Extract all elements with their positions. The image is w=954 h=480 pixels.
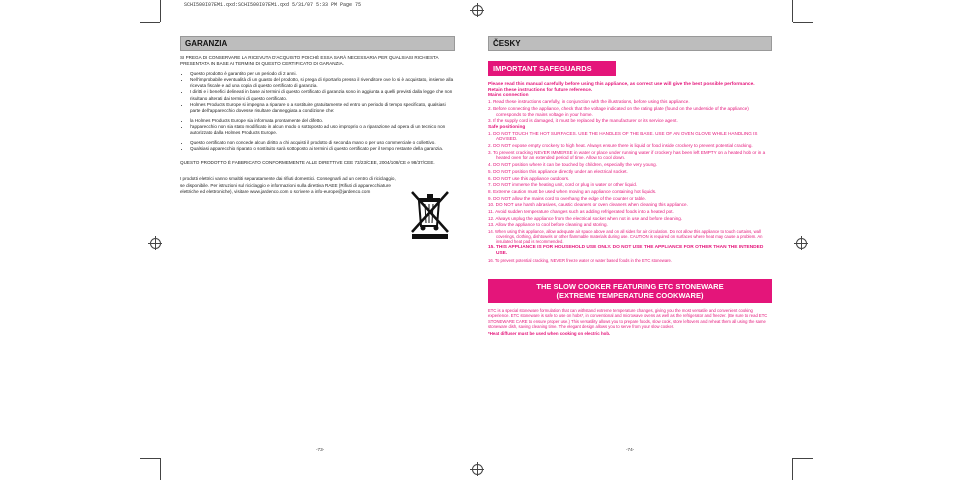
warranty-sub-bullets xyxy=(180,118,455,136)
list-item: • Questo prodotto è garantito per un periodo di 2 anni. xyxy=(190,71,455,77)
list-item: 3. To prevent cracking NEVER IMMERSE in water or place under running water if crockery has been left EMPTY on a heated hob or in a heated oven for an extended period of time. Allow to cool down. xyxy=(488,149,766,161)
list-item: • la Holmes Products Europe sia informata prontamente del difetto. xyxy=(190,118,455,124)
list-item: • Nell'improbabile eventualità di un guasto del prodotto, si prega di riportarlo presso il rivenditore ove lo si è acquistato, insieme alla ricevuta fiscale e ad una copia di questo certificato di garanzia. xyxy=(190,77,455,89)
list-item: 9. DO NOT allow the mains cord to overhang the edge of the counter or table. xyxy=(488,195,646,201)
list-item: 6. DO NOT use this appliance outdoors. xyxy=(488,175,570,181)
list-item: 14. When using this appliance, allow adequate air space above and on all sides for air circulation. Do not allow this appliance to touch curtains, wall coverings, clothing, dishtowels or other flammable materials during use. CAUTION is required on surfaces where heat may cause a problem. An insulated heat pad is recommended. xyxy=(488,229,763,245)
safe-heading: Safe positioning xyxy=(488,124,526,130)
left-page xyxy=(180,36,455,199)
crop-mark xyxy=(792,0,793,22)
warranty-title: GARANZIA xyxy=(180,36,455,51)
crop-mark xyxy=(793,458,813,459)
list-item: • I diritti e i benefici delineati in base ai termini di questo certificato di garanzia sono in aggiunta a quelli previsti dalla legge che non risultano alterati dai termini di questo certificato. xyxy=(190,89,455,101)
conformity-statement: QUESTO PRODOTTO È FABBRICATO CONFORMEMENTE ALLE DIRETTIVE CEE 73/23/CEE, 2004/108/CE e 98/37/CEE. xyxy=(180,160,435,166)
list-item: • l'apparecchio non sia stato modificato in alcun modo o sottoposto ad uso improprio o a riparazione ad opera di un tecnico non autorizzato dalla Holmes Products Europe. xyxy=(190,124,455,136)
list-item: 5. DO NOT position this appliance directly under an electrical socket. xyxy=(488,168,628,174)
list-item: 10. DO NOT use harsh abrasives, caustic cleaners or oven cleaners when cleaning this appliance. xyxy=(488,202,688,208)
list-item: 2. DO NOT expose empty crockery to high heat. Always ensure there is liquid or food inside crockery to prevent potential cracking. xyxy=(488,143,753,149)
list-item: 11. Avoid sudden temperature changes such as adding refrigerated foods into a heated pot. xyxy=(488,209,674,215)
weee-statement: I prodotti elettrici vanno smaltiti separatamente dai rifiuti domestici. Consegnarli ad un centro di riciclaggio, se disponibile. Per istruzioni sul riciclaggio e informazioni sulla direttiva RAEE (Rifiuti di apparecchiature elettriche ed elettroniche), visitare www.jardenco.com o scrivere a info-europe@jardenco.com xyxy=(180,176,396,194)
retain-notice: Retain these instructions for future reference. xyxy=(488,87,593,93)
right-page xyxy=(488,36,772,337)
list-item: 13. Allow the appliance to cool before cleaning and storing. xyxy=(488,222,608,228)
crop-mark xyxy=(792,458,793,480)
heat-diffuser-note: *Heat diffuser must be used when cooking on electric hob. xyxy=(488,331,611,337)
warranty-bullets-2 xyxy=(180,140,455,152)
slow-cooker-text: ETC is a special stoneware formulation that can withstand extreme temperature changes, giving you the most versatile and convenient cooking experience. ETC stoneware is safe to use on hobs*, in conventional and microwave ovens as well as the refrigerator and freezer. (Be sure to read ETC STONEWARE CARE to ensure proper use.) This versatility allows you to prepare foods, slow cook, store leftovers and reheat them all using the same stoneware dish, saving cleaning time. The elegant design allows you to serve from your slow cooker. xyxy=(488,308,768,329)
list-item: • Holmes Products Europe si impegna a riparare o a sostituire gratuitamente ed entro un periodo di tempo specificato, qualsiasi parte dell'apparecchio dovesse risultare danneggiata a condizione che: xyxy=(190,102,455,114)
registration-mark-top xyxy=(470,3,484,17)
safe-list xyxy=(488,131,772,264)
crop-mark xyxy=(793,22,813,23)
list-item: • Qualsiasi apparecchio riparato o sostituito sarà sottoposto ai termini di questo certificato per il tempo restante della garanzia. xyxy=(190,146,455,152)
safeguards-title: IMPORTANT SAFEGUARDS xyxy=(488,61,616,76)
crop-mark xyxy=(160,458,161,480)
registration-mark-left xyxy=(148,236,162,250)
list-item: 4. DO NOT position where it can be touched by children, especially the very young. xyxy=(488,162,657,168)
crop-mark xyxy=(160,0,161,22)
mains-list xyxy=(488,99,772,124)
warranty-bullets xyxy=(180,71,455,114)
crop-mark xyxy=(140,458,160,459)
list-item: • Questo certificato non concede alcun diritto a chi acquisti il prodotto di seconda mano o per uso commerciale o collettivo. xyxy=(190,140,455,146)
slow-cooker-title xyxy=(488,279,772,303)
list-item: 1. Read these instructions carefully, in conjunction with the illustrations, before using this appliance. xyxy=(488,99,690,105)
registration-mark-right xyxy=(794,236,808,250)
warranty-text xyxy=(180,55,455,195)
mains-heading: Mains connection xyxy=(488,93,529,99)
language-title: ČESKY xyxy=(488,36,772,51)
list-item: 1. DO NOT TOUCH THE HOT SURFACES. USE THE HANDLES OF THE BASE. USE OF AN OVEN GLOVE WHILE HANDLING IS ADVISED. xyxy=(488,130,758,142)
warranty-intro: SI PREGA DI CONSERVARE LA RICEVUTA D'ACQUISTO POICHÈ ESSA SARÀ NECESSARIA PER QUALSIASI RICHIESTA PRESENTATA IN BASE AI TERMINI DI QUESTO CERTIFICATO DI GARANZIA. xyxy=(180,55,439,67)
crop-mark xyxy=(140,22,160,23)
list-item: 3. If the supply cord is damaged, it must be replaced by the manufacturer or its service agent. xyxy=(488,118,678,124)
registration-mark-bottom xyxy=(470,462,484,476)
page-number-left: -73- xyxy=(316,447,325,452)
read-notice: Please read this manual carefully before using this appliance, as correct use will give the best possible performance. xyxy=(488,82,755,87)
list-item: 8. Extreme caution must be used when moving an appliance containing hot liquids. xyxy=(488,188,657,194)
weee-bin-icon xyxy=(404,186,456,240)
list-item: 12. Always unplug the appliance from the electrical socket when not in use and before cleaning. xyxy=(488,215,683,221)
page-number-right: -74- xyxy=(626,447,635,452)
list-item: 7. DO NOT immerse the heating unit, cord or plug in water or other liquid. xyxy=(488,182,638,188)
slow-cooker-title-line-2: (EXTREME TEMPERATURE COOKWARE) xyxy=(556,291,704,301)
list-item: 15. THIS APPLIANCE IS FOR HOUSEHOLD USE ONLY. DO NOT USE THE APPLIANCE FOR OTHER THAN THE INTENDED USE. xyxy=(488,245,764,256)
print-slug: SCHI500I07EM1.qxd:SCHI500I07EM1.qxd 5/31/07 5:33 PM Page 75 xyxy=(184,2,362,8)
list-item: 2. Before connecting the appliance, check that the voltage indicated on the rating plate (found on the underside of the appliance) corresponds to the mains voltage in your home. xyxy=(488,105,749,117)
list-item: 16. To prevent potential cracking, NEVER freeze water or water based foods in the ETC stoneware. xyxy=(488,257,673,263)
slow-cooker-title-line-1: THE SLOW COOKER FEATURING ETC STONEWARE xyxy=(536,282,724,292)
